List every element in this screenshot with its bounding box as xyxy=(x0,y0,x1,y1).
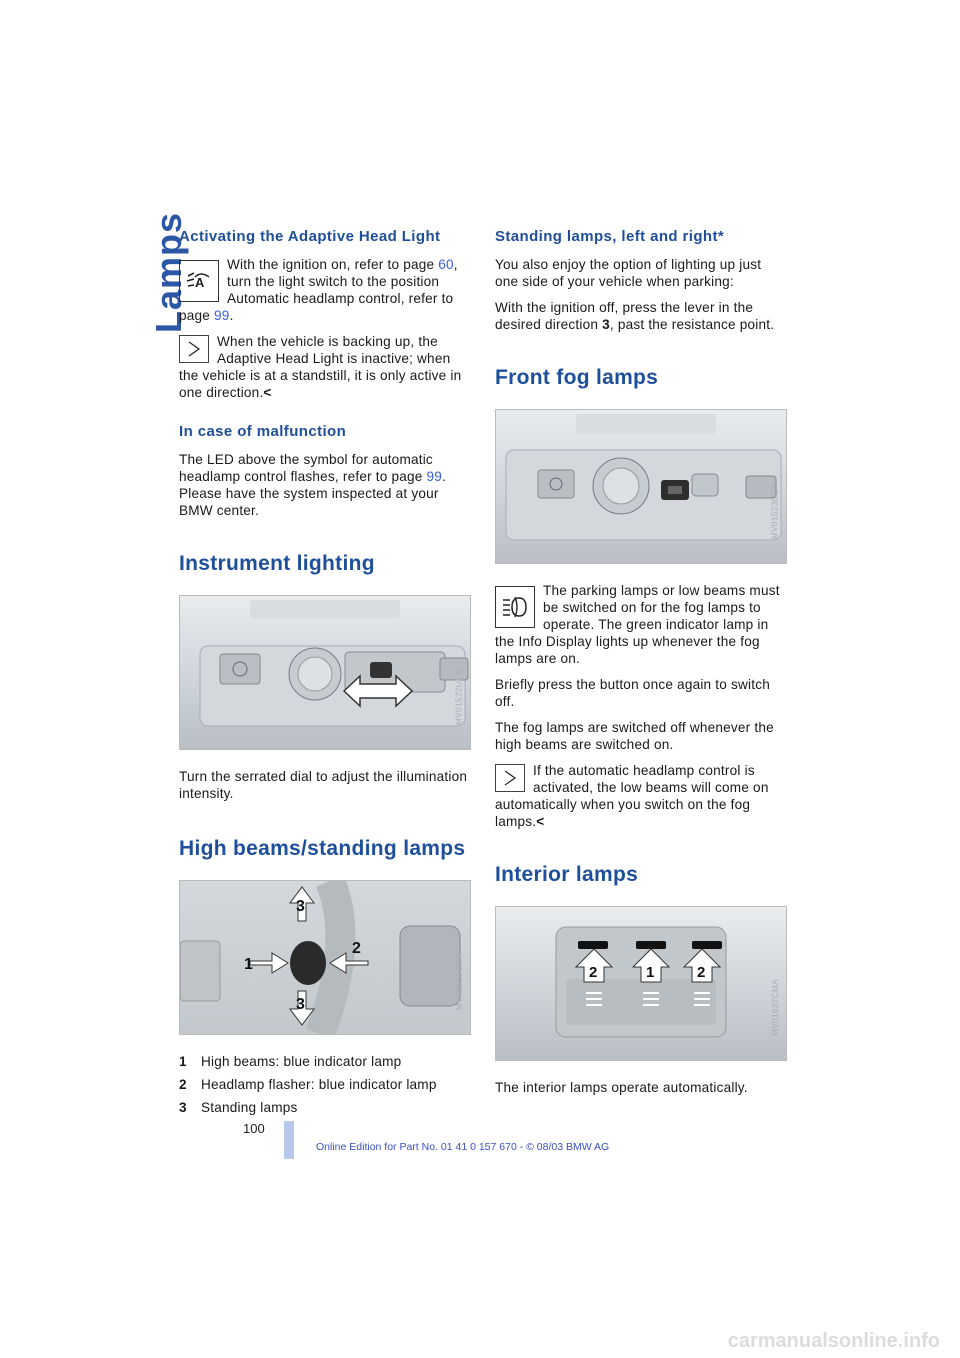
figure-instrument-lighting xyxy=(179,595,471,750)
callout-1: 1 xyxy=(244,956,254,973)
figure-interior-lamps xyxy=(495,906,787,1061)
paragraph-fog-2: Briefly press the button once again to switch off. xyxy=(495,677,770,709)
heading-activating-adaptive-head-light: Activating the Adaptive Head Light xyxy=(179,228,441,245)
heading-high-beams-standing-lamps: High beams/standing lamps xyxy=(179,837,466,860)
paragraph-instrument-lighting: Turn the serrated dial to adjust the illumination intensity. xyxy=(179,769,468,801)
page-link-60[interactable]: 60 xyxy=(438,257,454,272)
figure-code: MV02150CMA xyxy=(455,952,464,1010)
left-column xyxy=(179,228,469,1122)
figure-code: MV01627CMA xyxy=(771,978,780,1036)
front-fog-lamp-icon xyxy=(495,586,535,628)
heading-interior-lamps: Interior lamps xyxy=(495,863,639,886)
callout-1: 1 xyxy=(646,964,655,981)
page-number: 100 xyxy=(243,1121,265,1136)
paragraph-fog-3: The fog lamps are switched off whenever the high beams are switched on. xyxy=(495,720,774,752)
watermark: carmanualsonline.info xyxy=(727,1330,940,1352)
figure-code: MV01523UEA xyxy=(771,483,780,539)
list-item: 3 Standing lamps xyxy=(179,1100,298,1115)
note-arrow-icon xyxy=(495,764,525,792)
paragraph-activating: A With the ignition on, refer to page 60, turn the light switch to the position Automatic headlamp control, refer to page 99. xyxy=(179,257,458,323)
note-fog-lamps: If the automatic headlamp control is activated, the low beams will come on automatically when you switch on the fog lamps.< xyxy=(495,763,769,829)
section-side-title: Lamps xyxy=(148,211,189,333)
note-adaptive-head-light: When the vehicle is backing up, the Adaptive Head Light is inactive; when the vehicle is at a standstill, it is only active in one direction.< xyxy=(179,334,462,400)
callout-2-left: 2 xyxy=(589,964,598,981)
callout-3-bottom: 3 xyxy=(296,996,306,1013)
online-edition-note: Online Edition for Part No. 01 41 0 157 670 - © 08/03 BMW AG xyxy=(316,1141,610,1153)
heading-standing-lamps: Standing lamps, left and right* xyxy=(495,228,725,245)
svg-text:A: A xyxy=(195,275,205,290)
list-item: 1 High beams: blue indicator lamp xyxy=(179,1054,402,1069)
heading-in-case-of-malfunction: In case of malfunction xyxy=(179,423,347,440)
right-column xyxy=(495,228,785,1105)
figure-front-fog-lamps xyxy=(495,409,787,564)
heading-instrument-lighting: Instrument lighting xyxy=(179,552,375,575)
paragraph-interior-lamps: The interior lamps operate automatically. xyxy=(495,1080,748,1095)
note-arrow-icon xyxy=(179,335,209,363)
paragraph-fog-1: The parking lamps or low beams must be switched on for the fog lamps to operate. The green indicator lamp in the Info Display lights up whenever the fog lamps are on. xyxy=(495,583,780,666)
footer-accent-bar xyxy=(284,1121,294,1159)
figure-code: MV01522UEA xyxy=(455,669,464,725)
paragraph-malfunction: The LED above the symbol for automatic headlamp control flashes, refer to page 99. Please have the system inspected at your BMW center. xyxy=(179,452,447,518)
list-item: 2 Headlamp flasher: blue indicator lamp xyxy=(179,1077,437,1092)
paragraph-standing-2: With the ignition off, press the lever in the desired direction 3, past the resistance point. xyxy=(495,300,775,332)
page-link-99[interactable]: 99 xyxy=(214,308,230,323)
auto-headlamp-icon xyxy=(179,260,219,302)
figure-high-beams xyxy=(179,880,471,1035)
callout-3-top: 3 xyxy=(296,898,306,915)
heading-front-fog-lamps: Front fog lamps xyxy=(495,366,659,389)
page-link-99[interactable]: 99 xyxy=(426,469,443,484)
callout-2-right: 2 xyxy=(697,964,706,981)
callout-2: 2 xyxy=(352,940,362,957)
paragraph-standing-1: You also enjoy the option of lighting up just one side of your vehicle when parking: xyxy=(495,257,762,289)
